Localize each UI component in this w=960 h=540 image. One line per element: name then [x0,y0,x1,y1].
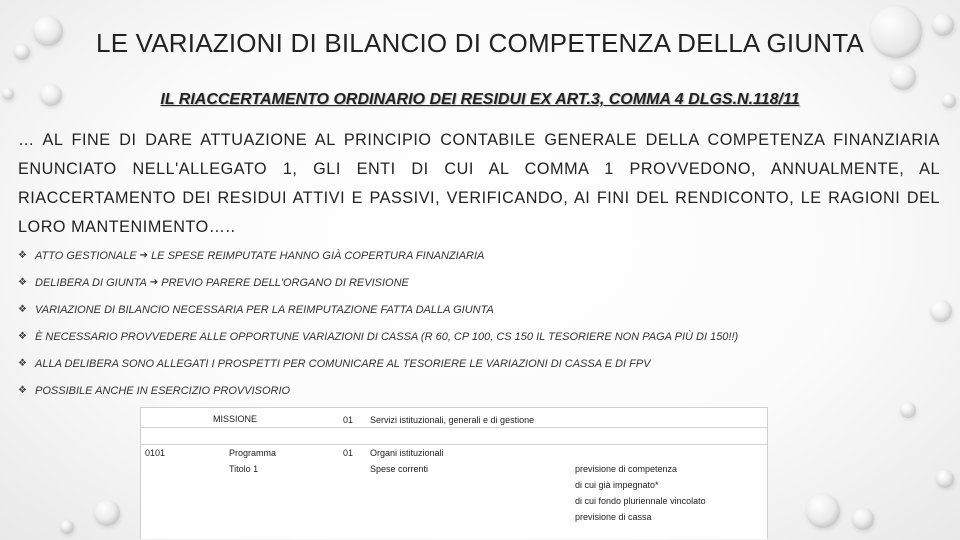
water-drop-decoration [852,508,874,530]
bullet-text: VARIAZIONE DI BILANCIO NECESSARIA PER LA REIMPUTAZIONE FATTA DALLA GIUNTA [35,303,494,316]
bullet-item [18,382,938,399]
table-divider [141,427,767,428]
bullet-text: LE SPESE REIMPUTATE HANNO GIÀ COPERTURA FINANZIARIA [151,249,485,262]
bullet-text: ATTO GESTIONALE [35,249,137,262]
bullet-marker-icon: ❖ [18,304,27,315]
budget-table [140,407,768,539]
table-divider [141,444,767,445]
bullet-list [18,247,938,409]
bullet-marker-icon: ❖ [18,277,27,288]
programma-description: Organi istituzionali [370,448,444,458]
programma-label: Programma [229,448,277,458]
bullet-item [18,328,938,345]
table-row-label: previsione di cassa [575,512,652,522]
table-row-label: di cui già impegnato* [575,480,659,490]
bullet-marker-icon: ❖ [18,331,27,342]
bullet-text: POSSIBILE ANCHE IN ESERCIZIO PROVVISORIO [35,384,291,397]
row-code: 0101 [145,448,166,458]
table-row-label: di cui fondo pluriennale vincolato [575,496,706,506]
water-drop-decoration [890,64,916,90]
missione-label: MISSIONE [213,414,258,424]
bullet-text: ALLA DELIBERA SONO ALLEGATI I PROSPETTI PER COMUNICARE AL TESORIERE LE VARIAZIONI DI CASSA E DI FPV [35,357,651,370]
programma-code: 01 [343,448,354,458]
bullet-text: PREVIO PARERE DELL'ORGANO DI REVISIONE [161,276,409,289]
arrow-icon: ➔ [139,250,149,261]
bullet-marker-icon: ❖ [18,250,27,261]
water-drop-decoration [94,500,120,526]
bullet-text: È NECESSARIO PROVVEDERE ALLE OPPORTUNE VARIAZIONI DI CASSA (R 60, CP 100, CS 150 IL TESORIERE NON PAGA PIÙ DI 150!!) [35,330,739,343]
body-paragraph: … AL FINE DI DARE ATTUAZIONE AL PRINCIPIO CONTABILE GENERALE DELLA COMPETENZA FINANZIARIA ENUNCIATO NELL'ALLEGATO 1, GLI ENTI DI CUI AL COMMA 1 PROVVEDONO, ANNUALMENTE, AL RIACCERTAMENTO DEI RESIDUI ATTIVI E PASSIVI, VERIFICANDO, AI FINI DEL RENDICONTO, LE RAGIONI DEL LORO MANTENIMENTO….. [18,131,940,236]
titolo-description: Spese correnti [370,464,429,474]
bullet-item [18,355,938,372]
slide-subtitle: IL RIACCERTAMENTO ORDINARIO DEI RESIDUI EX ART.3, COMMA 4 DLGS.N.118/11 [160,91,800,108]
table-row-label: previsione di competenza [575,464,678,474]
bullet-marker-icon: ❖ [18,358,27,369]
titolo-label: Titolo 1 [229,464,259,474]
water-drop-decoration [60,520,74,534]
missione-code: 01 [343,415,354,425]
bullet-text: DELIBERA DI GIUNTA [35,276,147,289]
bullet-item [18,274,938,291]
water-drop-decoration [936,470,954,488]
arrow-icon: ➔ [149,277,159,288]
bullet-marker-icon: ❖ [18,385,27,396]
bullet-item [18,247,938,264]
water-drop-decoration [806,494,840,528]
slide-title: LE VARIAZIONI DI BILANCIO DI COMPETENZA DELLA GIUNTA [96,28,864,58]
bullet-item [18,301,938,318]
missione-description: Servizi istituzionali, generali e di gestione [370,415,535,425]
